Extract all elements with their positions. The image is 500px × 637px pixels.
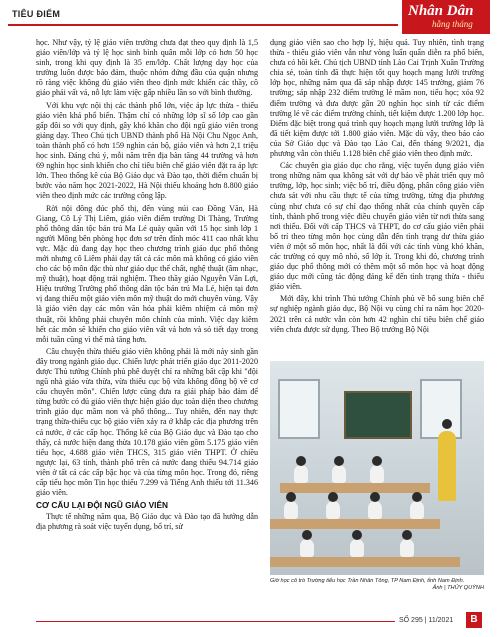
logo-subtitle: hằng tháng <box>432 19 473 29</box>
photo-student <box>350 539 364 557</box>
photo-desk-row <box>270 519 440 529</box>
photo-student-head <box>296 456 306 466</box>
issue-number: SỐ 295 | 11/2021 <box>395 617 457 624</box>
photo-student-head <box>402 530 412 540</box>
section-subheading: CƠ CẤU LẠI ĐỘI NGŨ GIÁO VIÊN <box>36 500 168 511</box>
photo-teacher <box>438 431 456 501</box>
photo-caption <box>270 578 484 592</box>
photo-desk-row <box>280 483 430 493</box>
photo-student <box>300 539 314 557</box>
photo-student-head <box>302 530 312 540</box>
photo-student <box>294 465 308 483</box>
classroom-photo <box>270 361 484 575</box>
article-paragraph: Rời nội đông đúc phố thị, đến vùng núi cao Đồng Văn, Hà Giang, Cô Lý Thị Liêm, giáo viên điểm trường Di Thàng, Trường phổ thông dân tộc bán trú Ma Lé quày quần với 15 học sinh lớp 1 người Mông bên phòng học đơn sơ trên đỉnh mỏc 411 cao nhất khu vực. Mặc dù đang dạy học theo chương trình giáo dục phổ thông mới nhưng cô Liêm phải dạy tất cả các môn mà không có giáo viên cho các bộ môn đặc thù như giáo dục thể chất, nghệ thuật (âm nhạc, mỹ thuật), hoạt động trải nghiệm. Theo thầy giáo Nguyễn Văn Lợi, Hiệu trưởng Trường phổ thông dân tộc bán trú Ma Lé, hiện tại đơn vị đang thiếu một giáo viên môn mỹ thuật do mới chuyên vùng. Vậy là giáo viên dạy các môn văn hóa phải kiêm nhiệm cả môn mỹ thuật, rồi không phải chuyên môn chính của mình. Việc dạy kiêm hết các môn sẽ khiến cho giáo viên vất vả hơn và sỏ tiết dạy trong mỗi tuần cũng vì thế mà tăng hơn. <box>36 203 258 344</box>
photo-student-head <box>352 530 362 540</box>
photo-student <box>326 501 340 519</box>
photo-student-head <box>334 456 344 466</box>
photo-teacher-head <box>442 419 452 429</box>
article-paragraph: Các chuyên gia giáo dục cho rằng, việc tuyển dụng giáo viên trong những năm qua không sát với dự báo về phát triển quy mô trường, lớp, học sinh; việc bố trí, điều động, phân công giáo viên chưa sát với nhu cầu thực tế của từng trường, từng địa phương cùng như chưa có sự chỉ đạo thống nhất của chính quyền cấp tỉnh, thành phố trong việc điều chuyển giáo viên từ nơi thừa sang nơi thiếu. Đối với cấp THCS và THPT, do cơ cấu giáo viên phải bố trí theo từng môn học cùng dẫn đến tình trạng dư thừa giáo viên ở một số môn học, nhất là đối với các tỉnh vùng khó khăn, các trường có quy mô nhỏ, số lớp ít. Trong khi đó, chương trình giáo dục phổ thông mới có thêm một số môn học và hoạt động giáo dục mới cũng tác động đáng kể đến tình trạng thừa - thiếu giáo viên. <box>270 161 484 292</box>
photo-window <box>278 379 320 439</box>
logo-title: Nhân Dân <box>408 3 474 19</box>
photo-student-head <box>372 456 382 466</box>
photo-desk-row <box>270 557 460 567</box>
photo-caption-text: Giờ học cô trò Trường tiểu học Trần Nhân Tông, TP Nam Định, tỉnh Nam Định. <box>270 578 465 584</box>
article-column-right <box>270 38 484 337</box>
photo-student <box>370 465 384 483</box>
photo-student-head <box>412 492 422 502</box>
section-label: TIÊU ĐIỂM <box>12 9 61 19</box>
footer-rule <box>36 621 456 622</box>
article-column-left <box>36 38 258 535</box>
publication-logo <box>402 0 490 34</box>
header-rule <box>8 24 398 26</box>
photo-student-head <box>370 492 380 502</box>
photo-credit: Ảnh | THỦY QUỲNH <box>432 585 484 591</box>
page-header <box>0 0 500 34</box>
article-paragraph: Với khu vực nội thị các thành phố lớn, việc áp lực thừa - thiếu giáo viên khá phổ biến. Thậm chí có những lớp sĩ số lớp cao gần gấp đôi so với quy định, gây khó khăn cho đội ngũ giáo viên trong giảng dạy. Theo Chủ tịch UBND thành phố Hà Nội Chu Ngọc Anh, toàn thành phố có hơn 159 nghìn cán bộ, giáo viên và hơn 2,1 triệu học sinh. Đáng chú ý, mỗi năm trên địa bàn tăng 44 trường và hơn 69 nghìn học sinh khiến cho chỉ tiêu biên chế giáo viên đặt ra áp lực lớn. Theo thống kê của Bộ Giáo dục và Đào tạo, thời điểm chuẩn bị bước vào năm học 2021-2022, Hà Nội thiếu khoảng hơn 8.800 giáo viên theo định mức các trường công lập. <box>36 100 258 201</box>
photo-student <box>410 501 424 519</box>
photo-student <box>368 501 382 519</box>
article-paragraph: dụng giáo viên sao cho hợp lý, hiệu quả. Tuy nhiên, tình trạng thừa - thiếu giáo viên vẫn như vòng luẩn quẩn diễn ra phổ biến, chưa có hồi kết. Chủ tịch UBND tỉnh Lào Cai Trịnh Xuân Trường chia sẻ, toàn tỉnh đã thực hiện tốt quy hoạch mạng lưới trường lớp học, những năm qua đã sáp nhập được 145 trường, giảm 76 trường; sáp nhập 232 điểm trường lẻ mầm non, tiểu học; xóa 92 điểm trường và đưa được gần 20 nghìn học sinh từ các điểm trường lẻ về các điểm trường chính, tiết kiệm được 1.200 lớp học. Điểm đặc biệt trong quá trình quy hoạch mạng lưới trường lớp là đã tiết kiệm được tới 1.800 giáo viên. Mặc dù vậy, theo báo cáo của Sở Giáo dục và Đào tạo Lào Cai, đến tháng 9/2021, địa phương vẫn còn thiếu 1.128 biên chế giáo viên theo định mức. <box>270 38 484 159</box>
photo-student-head <box>286 492 296 502</box>
article-paragraph: học. Như vậy, tỷ lệ giáo viên trường chưa đạt theo quy định là 1,5 giáo viên/lớp và tỷ lệ học sinh bình quân mỗi lớp có hơn 50 học sinh, trong khi quy định là 35 em/lớp. Chất lượng dạy học của trường luôn được bảo đảm, thuộc nhóm đứng đầu của quận nhưng rõ ràng việc không đủ giáo viên theo định mức khiến các thầy, cô giáo phải vất vả, nỗ lực làm việc gấp nhiều lần so với bình thường. <box>36 38 258 98</box>
photo-student <box>400 539 414 557</box>
article-paragraph: Câu chuyện thừa thiếu giáo viên không phải là mới nảy sinh gần đây trong ngành giáo dục. Chiến lược phát triển giáo dục 2011-2020 được Thủ tướng Chính phủ phê duyệt chỉ ra những bất cập khi "đội ngũ nhà giáo vừa thừa, vừa thiếu cục bộ vừa không đồng bộ về cơ cấu chuyên môn". Chiến lược cũng đưa ra giải pháp bảo đảm để từng bước có đủ giáo viên thực hiện giáo dục toàn diện theo chương trình giáo dục mầm non và phổ thông... Tuy nhiên, đến nay thực trạng thừa-thiếu cục bộ giáo viên xảy ra ở khắp các địa phương trên cả nước, ở các cấp học. Thống kê của Bộ Giáo dục và Đào tạo cho thấy, cả nước hiện đang thừa 10.178 giáo viên gồm 5.175 giáo viên tiểu học, 4.688 giáo viên THCS, 315 giáo viên THPT. Ở chiều ngược lại, 63 tỉnh, thành phố trên cả nước đang thiếu 94.714 giáo viên ở tất cả các cấp bậc học và của từng môn học. Trong đó, riêng cấp tiểu học môn Tin học thiếu 7.299 và Tiếng Anh thiếu tới 11.346 giáo viên. <box>36 346 258 498</box>
article-paragraph: Thực tế những năm qua, Bộ Giáo dục và Đào tạo đã hướng dẫn địa phương rà soát việc tuyển dụng, bổ trí, sử <box>36 512 258 532</box>
photo-student <box>284 501 298 519</box>
photo-student-head <box>328 492 338 502</box>
article-paragraph: Mới đây, khi trình Thủ tướng Chính phủ về bổ sung biên chế sự nghiệp ngành giáo dục, Bộ Nội vụ cùng chỉ ra năm học 2020-2021 trên cả nước vẫn còn hơn 42 nghìn chỉ tiêu biên chế giáo viên chưa được sử dụng. Theo Bộ trưởng Bộ Nội <box>270 294 484 334</box>
photo-blackboard <box>344 391 412 439</box>
photo-window <box>420 379 462 439</box>
photo-student <box>332 465 346 483</box>
page-marker: B <box>466 612 482 628</box>
